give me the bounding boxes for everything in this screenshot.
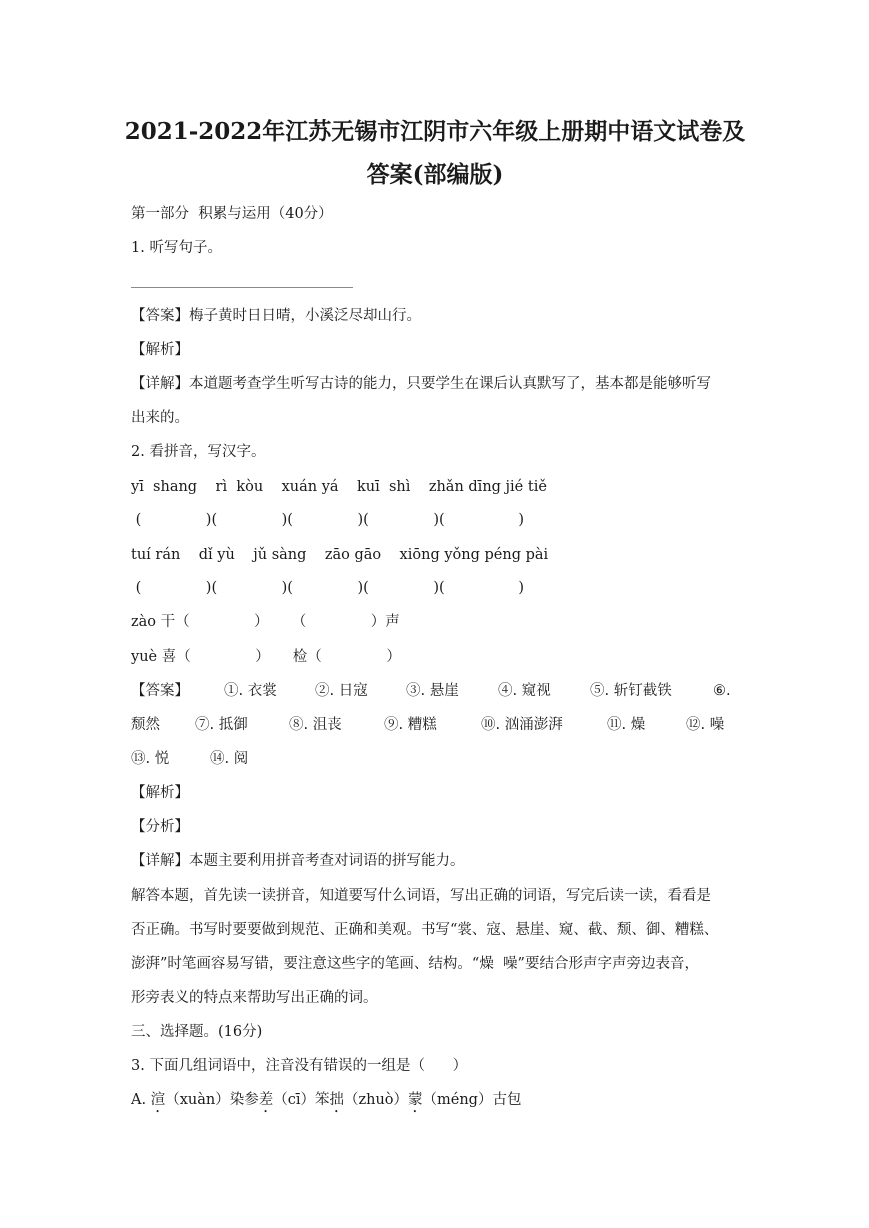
question-2-paragraph-line3: 澎湃”时笔画容易写错，要注意这些字的笔画、结构。“燥 噪”要结合形声字声旁边表音， xyxy=(131,956,699,972)
answer-item: ⑫. 噪 xyxy=(686,717,725,733)
question-3-option-a xyxy=(131,1090,521,1116)
question-2-paragraph-line2: 否正确。书写时要要做到规范、正确和美观。书写“裳、寇、悬崖、窥、截、颓、御、糟糕、 xyxy=(131,922,719,938)
question-1-prompt: 1. 听写句子。 xyxy=(131,240,222,256)
dotted-char: 蒙 xyxy=(408,1092,423,1108)
pinyin-row-zao: zào 干（ ） （ ）声 xyxy=(131,614,400,630)
answer-item: ⑩. 汹涌澎湃 xyxy=(481,717,563,733)
dotted-char: 渲 xyxy=(150,1092,166,1108)
bracket-row-2: ( )( )( )( )( ) xyxy=(131,580,525,596)
section-heading-choice: 三、选择题。(16分) xyxy=(131,1024,263,1040)
question-2-analysis-label: 【解析】 xyxy=(131,785,189,801)
answer-item: ③. 悬崖 xyxy=(406,683,459,699)
dictation-answer-line xyxy=(131,287,353,288)
answer-item: ⑤. 斩钉截铁 xyxy=(590,683,672,699)
answer-item: ①. 衣裳 xyxy=(224,683,277,699)
option-a-label: A. xyxy=(131,1092,151,1108)
section-heading-part1: 第一部分 积累与运用（40分） xyxy=(131,206,333,222)
answer-item: ⑦. 抵御 xyxy=(195,717,248,733)
pinyin-row-1: yī shang rì kòu xuán yá kuī shì zhǎn dīng jié tiě xyxy=(131,479,547,495)
answer-item: ⑧. 沮丧 xyxy=(289,717,342,733)
answer-item: ⑥. xyxy=(713,683,731,699)
question-3-prompt: 3. 下面几组词语中，注音没有错误的一组是（ ） xyxy=(131,1058,468,1074)
bracket-row-1: ( )( )( )( )( ) xyxy=(131,512,525,528)
dotted-char: 差 xyxy=(258,1092,274,1108)
answer-item: ⑨. 糟糕 xyxy=(384,717,437,733)
answer-item: 颓然 xyxy=(131,717,160,733)
question-2-detail: 【详解】本题主要利用拼音考查对词语的拼写能力。 xyxy=(131,853,465,869)
question-2-answer-label: 【答案】 xyxy=(131,683,189,699)
question-2-fenxi-label: 【分析】 xyxy=(131,819,189,835)
pinyin-row-2: tuí rán dǐ yù jǔ sàng zāo gāo xiōng yǒng péng pài xyxy=(131,547,549,563)
question-2-paragraph-line1: 解答本题，首先读一读拼音，知道要写什么词语，写出正确的词语，写完后读一读，看看是 xyxy=(131,888,711,904)
answer-item: ⑭. 阅 xyxy=(210,751,249,767)
option-text: （cī）笨 xyxy=(273,1092,330,1108)
document-title-line2: 答案(部编版) xyxy=(366,161,504,188)
question-1-detail-line2: 出来的。 xyxy=(131,410,189,426)
question-2-paragraph-line4: 形旁表义的特点来帮助写出正确的词。 xyxy=(131,990,378,1006)
pinyin-row-yue: yuè 喜（ ） 检（ ） xyxy=(131,649,401,665)
option-text: （méng）古包 xyxy=(422,1092,522,1108)
answer-item: ⑬. 悦 xyxy=(131,751,170,767)
question-1-answer: 【答案】梅子黄时日日晴，小溪泛尽却山行。 xyxy=(131,308,421,324)
answer-item: ④. 窥视 xyxy=(498,683,551,699)
answer-item: ⑪. 燥 xyxy=(607,717,646,733)
dotted-char: 拙 xyxy=(329,1092,344,1108)
document-title-line1: 2021-2022年江苏无锡市江阴市六年级上册期中语文试卷及 xyxy=(124,118,746,145)
option-text: （zhuò） xyxy=(343,1092,409,1108)
answer-item: ②. 日寇 xyxy=(315,683,368,699)
question-1-detail-line1: 【详解】本道题考查学生听写古诗的能力，只要学生在课后认真默写了，基本都是能够听写 xyxy=(131,376,711,392)
option-text: （xuàn）染参 xyxy=(165,1092,259,1108)
question-1-analysis-label: 【解析】 xyxy=(131,342,189,358)
question-2-prompt: 2. 看拼音，写汉字。 xyxy=(131,444,266,460)
